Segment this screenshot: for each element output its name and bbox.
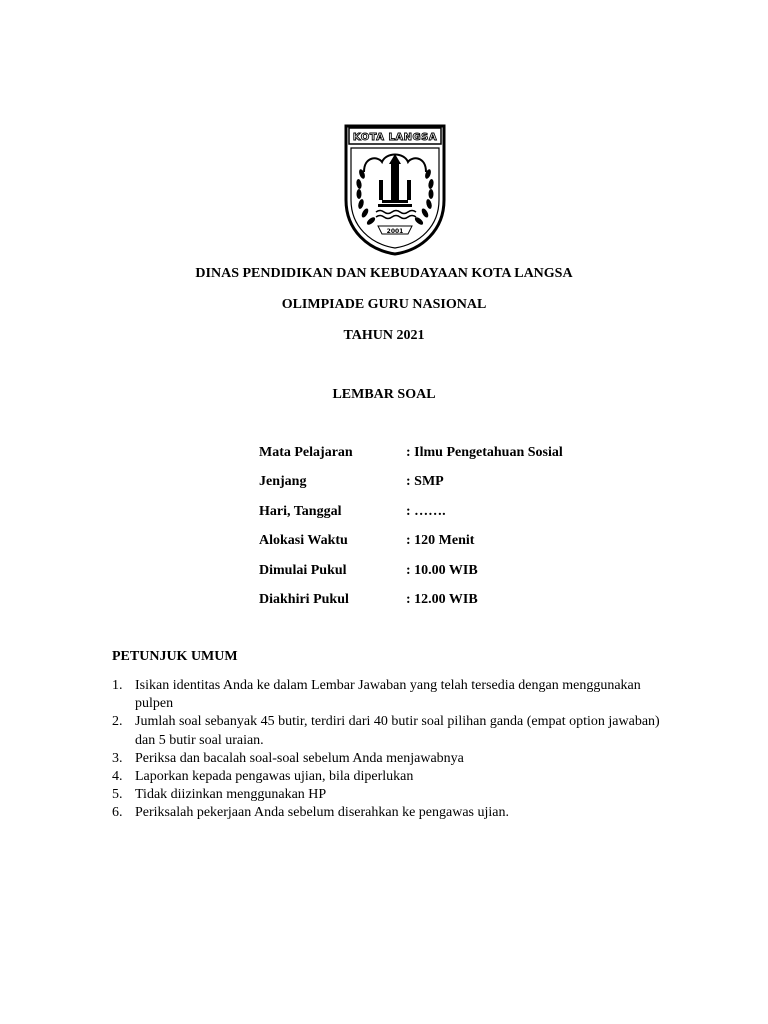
info-label: Dimulai Pukul [259,562,347,578]
info-value: : SMP [406,474,444,490]
info-value: : 12.00 WIB [406,591,478,607]
info-row-date [259,502,563,531]
info-label: Diakhiri Pukul [259,591,349,607]
info-value: : ……. [406,503,446,519]
instructions-heading: PETUNJUK UMUM [112,649,238,664]
list-item [112,713,682,749]
info-row-subject [259,443,563,472]
emblem-year-text: 2001 [386,228,404,235]
list-item-number: 5. [112,787,123,803]
list-item-text: Periksalah pekerjaan Anda sebelum diserahkan ke pengawas ujian. [135,805,509,821]
list-item-number: 6. [112,805,123,821]
sheet-title: LEMBAR SOAL [332,387,436,402]
info-label: Alokasi Waktu [259,533,348,549]
info-row-duration [259,531,563,560]
list-item-number: 1. [112,678,123,693]
info-label: Jenjang [259,474,307,490]
info-label: Mata Pelajaran [259,445,353,460]
info-row-start-time [259,561,563,590]
list-item-number: 4. [112,769,123,785]
info-row-end-time [259,590,563,619]
list-item [112,677,682,713]
exam-info-table [259,443,563,619]
list-item [112,804,682,822]
info-value: : 120 Menit [406,533,475,549]
event-title: OLIMPIADE GURU NASIONAL [281,297,487,312]
list-item-text: Periksa dan bacalah soal-soal sebelum Anda menjawabnya [135,750,464,766]
info-value: : 10.00 WIB [406,562,478,578]
info-value: : Ilmu Pengetahuan Sosial [406,445,563,460]
list-item-text: Laporkan kepada pengawas ujian, bila diperlukan [135,769,414,785]
instructions-list [112,677,682,823]
list-item-text: Jumlah soal sebanyak 45 butir, terdiri dari 40 butir soal pilihan ganda (empat option jawaban) dan 5 butir soal uraian. [135,714,660,748]
info-row-level [259,472,563,501]
list-item [112,750,682,768]
list-item-text: Isikan identitas Anda ke dalam Lembar Jawaban yang telah tersedia dengan menggunakan pulpen [135,678,641,712]
kota-langsa-emblem [342,122,448,256]
list-item-text: Tidak diizinkan menggunakan HP [135,787,327,803]
list-item [112,786,682,804]
year-title: TAHUN 2021 [343,328,425,343]
list-item-number: 2. [112,714,123,730]
info-label: Hari, Tanggal [259,503,342,519]
list-item [112,768,682,786]
institution-title: DINAS PENDIDIKAN DAN KEBUDAYAAN KOTA LANGSA [195,266,573,281]
emblem-banner-text: KOTA LANGSA [352,132,438,143]
list-item-number: 3. [112,750,123,766]
